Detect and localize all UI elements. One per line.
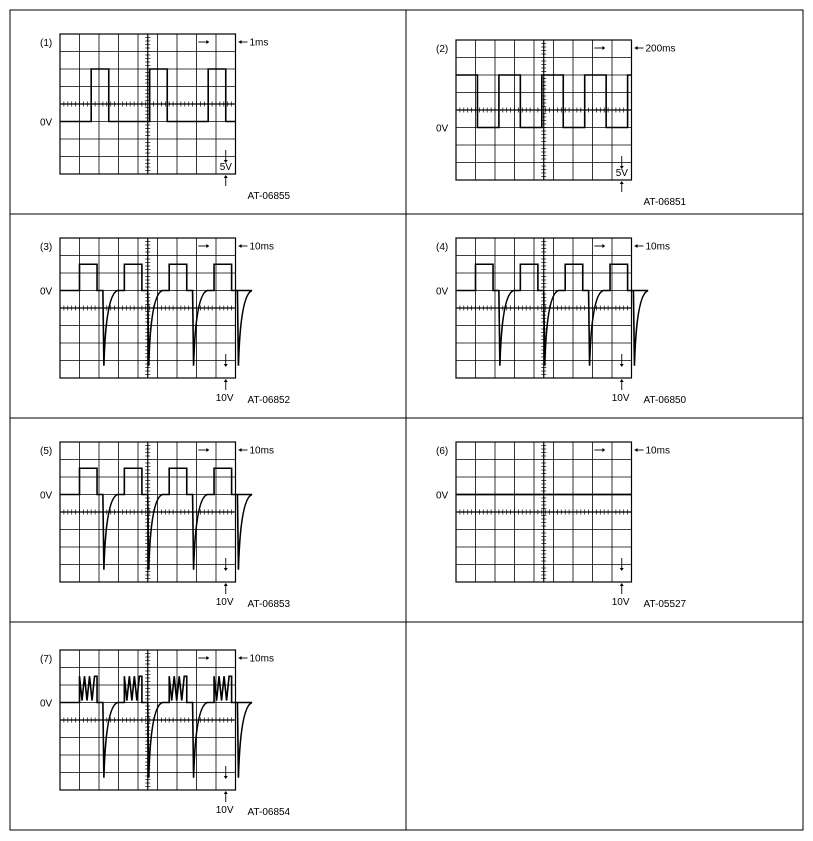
zero-volt-label: 0V bbox=[436, 123, 449, 135]
zero-volt-label: 0V bbox=[40, 490, 53, 502]
time-per-division: 10ms bbox=[249, 445, 274, 457]
time-per-division: 1ms bbox=[249, 37, 269, 49]
volts-per-division: 5V bbox=[219, 162, 232, 173]
scope-panel-2 bbox=[436, 40, 687, 208]
figure-code: AT-06852 bbox=[247, 395, 291, 406]
zero-volt-label: 0V bbox=[40, 286, 53, 298]
waveform-trace bbox=[60, 468, 252, 570]
panel-number: (7) bbox=[40, 654, 53, 665]
time-per-division: 10ms bbox=[249, 241, 274, 253]
figure-code: AT-06855 bbox=[247, 191, 291, 202]
waveform-trace bbox=[60, 676, 252, 778]
figure-code: AT-05527 bbox=[643, 599, 687, 610]
scope-panel-3 bbox=[40, 238, 291, 406]
time-per-division: 200ms bbox=[645, 43, 676, 55]
waveform-trace bbox=[456, 264, 648, 366]
figure-code: AT-06854 bbox=[247, 807, 291, 818]
scope-panel-5 bbox=[40, 442, 291, 610]
volts-per-division: 10V bbox=[215, 393, 234, 404]
scope-panel-4 bbox=[436, 238, 687, 406]
panel-number: (5) bbox=[40, 446, 53, 457]
panel-number: (1) bbox=[40, 38, 53, 49]
volts-per-division: 10V bbox=[611, 393, 630, 404]
scope-grid bbox=[456, 40, 632, 180]
volts-per-division: 5V bbox=[615, 168, 628, 179]
panel-number: (2) bbox=[436, 44, 449, 55]
scope-grid bbox=[456, 442, 632, 582]
scope-panel-7 bbox=[40, 650, 291, 818]
volts-per-division: 10V bbox=[611, 597, 630, 608]
time-per-division: 10ms bbox=[645, 241, 670, 253]
time-per-division: 10ms bbox=[249, 653, 274, 665]
scope-panel-6 bbox=[436, 442, 687, 610]
panel-number: (4) bbox=[436, 242, 449, 253]
zero-volt-label: 0V bbox=[40, 698, 53, 710]
scope-grid bbox=[60, 34, 236, 174]
scope-panel-1 bbox=[40, 34, 291, 202]
volts-per-division: 10V bbox=[215, 597, 234, 608]
waveform-trace bbox=[60, 264, 252, 366]
panels-layer bbox=[40, 34, 687, 818]
zero-volt-label: 0V bbox=[436, 490, 449, 502]
time-per-division: 10ms bbox=[645, 445, 670, 457]
figure-code: AT-06850 bbox=[643, 395, 687, 406]
table-grid-lines bbox=[10, 10, 803, 830]
zero-volt-label: 0V bbox=[40, 117, 53, 129]
figure-code: AT-06853 bbox=[247, 599, 291, 610]
panel-number: (3) bbox=[40, 242, 53, 253]
volts-per-division: 10V bbox=[215, 805, 234, 816]
figure-code: AT-06851 bbox=[643, 197, 687, 208]
zero-volt-label: 0V bbox=[436, 286, 449, 298]
panel-number: (6) bbox=[436, 446, 449, 457]
